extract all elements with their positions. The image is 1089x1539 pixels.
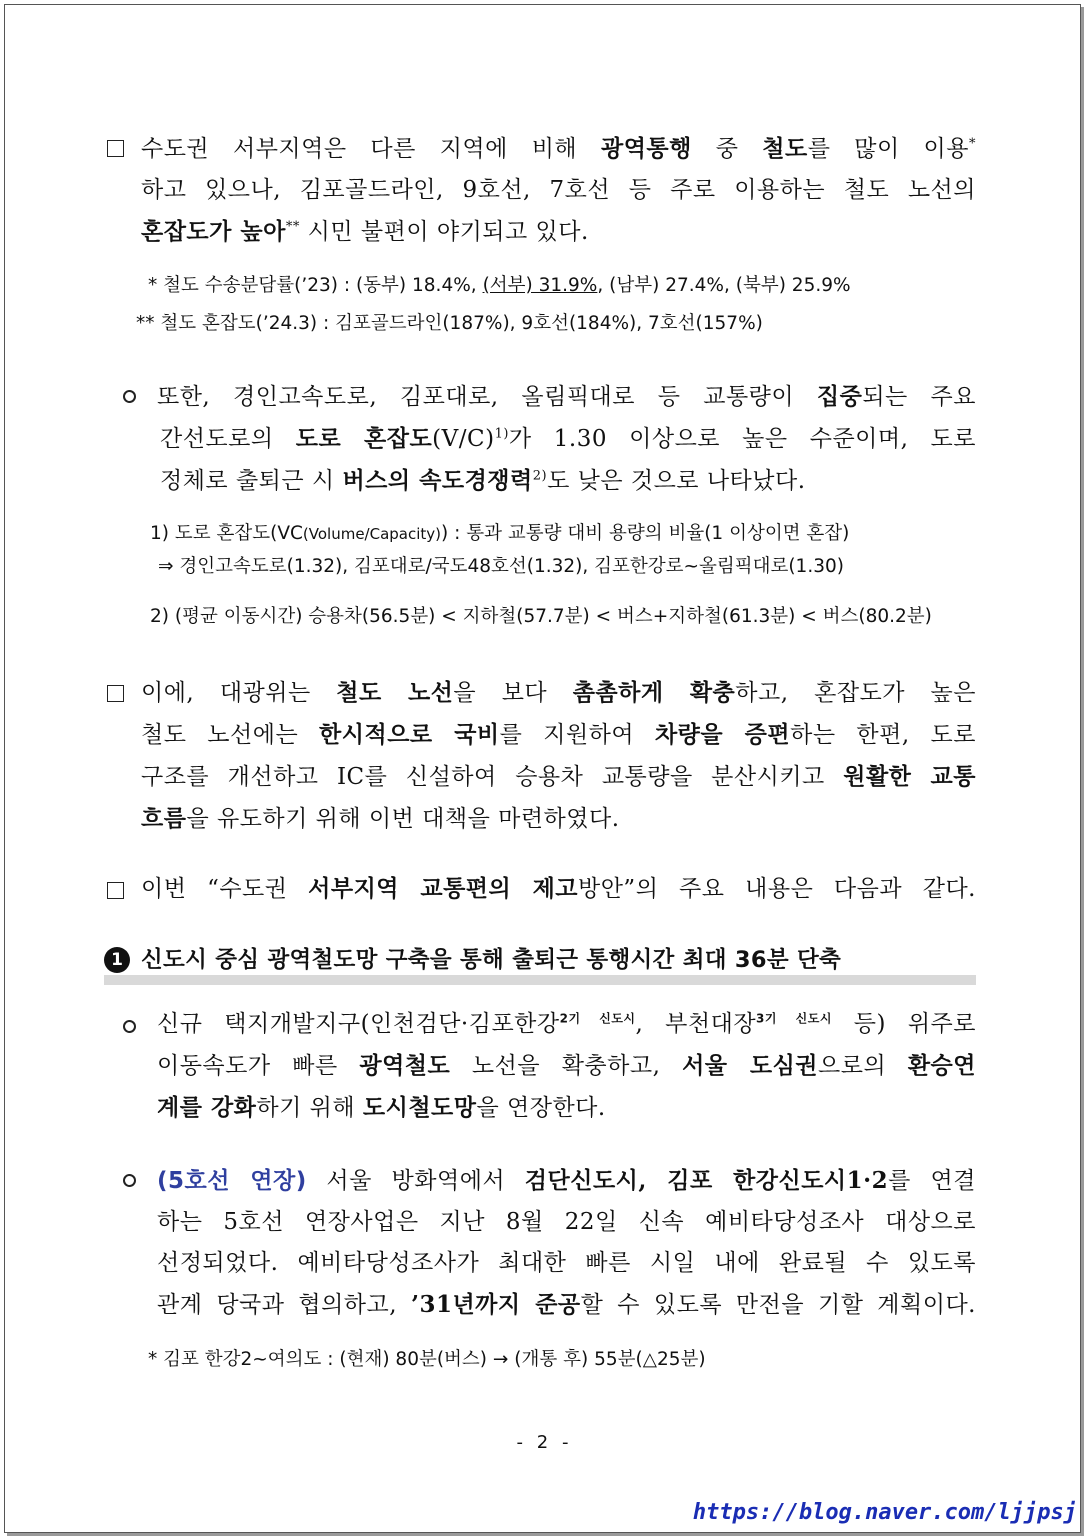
paragraph-6 (157, 1160, 976, 1326)
paragraph-6-line-1: (5호선 연장) 서울 방화역에서 검단신도시, 김포 한강신도시1·2를 연결 (157, 1167, 976, 1194)
footnote-road-values: ⇒ 경인고속도로(1.32), 김포대로/국도48호선(1.32), 김포한강로~올림픽대로(1.30) (158, 556, 844, 577)
paragraph-1-line-1: 수도권 서부지역은 다른 지역에 비해 광역통행 중 철도를 많이 이용* (141, 135, 976, 162)
line-extension-label: (5호선 연장) (157, 1168, 307, 1194)
circle-bullet-icon (123, 390, 136, 403)
circle-bullet-icon (123, 1020, 136, 1033)
square-bullet-icon (107, 140, 124, 157)
paragraph-3 (141, 672, 976, 840)
paragraph-6-line-2: 하는 5호선 연장사업은 지난 8월 22일 신속 예비타당성조사 대상으로 (157, 1209, 976, 1235)
footnote-rail-congestion: ** 철도 혼잡도(’24.3) : 김포골드라인(187%), 9호선(184%), 7호선(157%) (136, 313, 763, 334)
paragraph-3-line-4: 흐름을 유도하기 위해 이번 대책을 마련하였다. (141, 805, 620, 832)
paragraph-2-line-1: 또한, 경인고속도로, 김포대로, 올림픽대로 등 교통량이 집중되는 주요 (157, 383, 976, 410)
footnote-travel-reduction: * 김포 한강2~여의도 : (현재) 80분(버스) → (개통 후) 55분(△25분) (148, 1349, 706, 1370)
blog-watermark: https://blog.naver.com/ljjpsj (692, 1500, 1077, 1525)
footnote-travel-time: 2) (평균 이동시간) 승용차(56.5분) < 지하철(57.7분) < 버스+지하철(61.3분) < 버스(80.2분) (150, 606, 932, 627)
paragraph-1-line-3: 혼잡도가 높아** 시민 불편이 야기되고 있다. (141, 218, 589, 245)
square-bullet-icon (107, 882, 124, 899)
footnote-road-congestion: 1) 도로 혼잡도(VC(Volume/Capacity)) : 통과 교통량 대비 용량의 비율(1 이상이면 혼잡) (150, 523, 850, 544)
square-bullet-icon (107, 685, 124, 702)
paragraph-2 (157, 376, 976, 502)
footnote-rail-share: * 철도 수송분담률(’23) : (동부) 18.4%, (서부) 31.9%, (남부) 27.4%, (북부) 25.9% (148, 275, 851, 296)
section-number-badge: 1 (104, 947, 130, 973)
paragraph-3-line-3: 구조를 개선하고 IC를 신설하여 승용차 교통량을 분산시키고 원활한 교통 (141, 763, 976, 790)
paragraph-5 (157, 1004, 976, 1129)
paragraph-6-line-3: 선정되었다. 예비타당성조사가 최대한 빠른 시일 내에 완료될 수 있도록 (157, 1250, 976, 1276)
paragraph-6-line-4: 관계 당국과 협의하고, ’31년까지 준공할 수 있도록 만전을 기할 계획이다. (157, 1291, 976, 1318)
paragraph-2-line-2: 간선도로의 도로 혼잡도$(V/C)^{1)}$가 1.30 이상으로 높은 수준이며, 도로 (160, 425, 976, 452)
circle-bullet-icon (123, 1174, 136, 1187)
paragraph-3-line-1: 이에, 대광위는 철도 노선을 보다 촘촘하게 확충하고, 혼잡도가 높은 (141, 679, 976, 706)
paragraph-5-line-1: 신규 택지개발지구(인천검단·김포한강$^{2기 신도시}$, 부천대장$^{3기 신도시}$ 등) 위주로 (157, 1011, 976, 1037)
page-number: - 2 - (516, 1432, 573, 1453)
paragraph-4 (141, 868, 976, 910)
paragraph-4-line-1: 이번 “수도권 서부지역 교통편의 제고방안”의 주요 내용은 다음과 같다. (141, 875, 976, 902)
paragraph-3-line-2: 철도 노선에는 한시적으로 국비를 지원하여 차량을 증편하는 한편, 도로 (141, 721, 976, 748)
section-title: 신도시 중심 광역철도망 구축을 통해 출퇴근 통행시간 최대 36분 단축 (141, 947, 842, 973)
paragraph-5-line-2: 이동속도가 빠른 광역철도 노선을 확충하고, 서울 도심권으로의 환승연 (157, 1052, 976, 1079)
paragraph-1 (141, 128, 976, 253)
paragraph-2-line-3: 정체로 출퇴근 시 버스의 속도경쟁력$^{2)}$도 낮은 것으로 나타났다. (160, 467, 806, 494)
paragraph-1-line-2: 하고 있으나, 김포골드라인, 9호선, 7호선 등 주로 이용하는 철도 노선의 (141, 177, 976, 203)
paragraph-5-line-3: 계를 강화하기 위해 도시철도망을 연장한다. (157, 1094, 606, 1121)
